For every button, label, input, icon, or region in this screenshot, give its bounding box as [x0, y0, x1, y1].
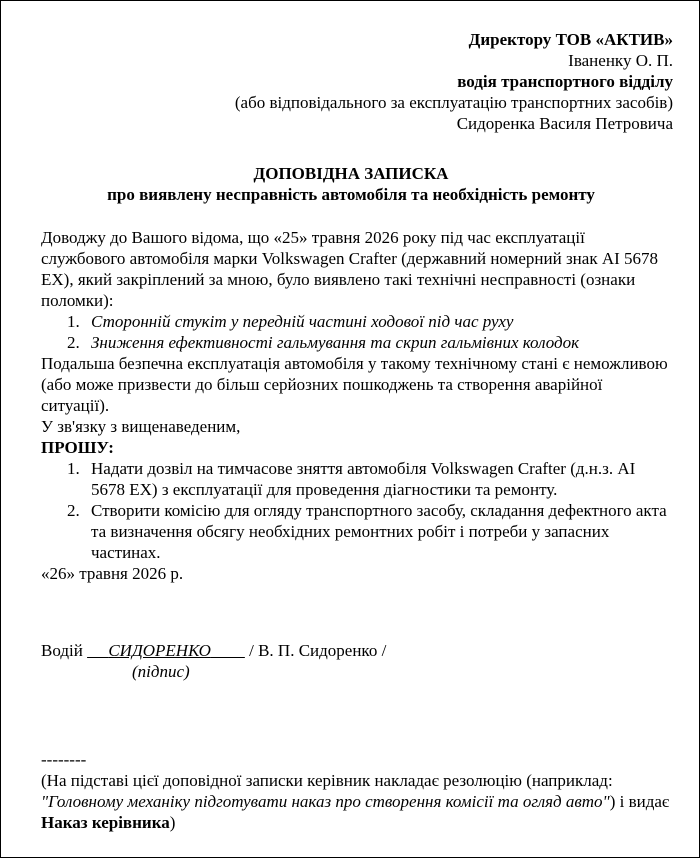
list-item: 1. Надати дозвіл на тимчасове зняття автомобіля Volkswagen Crafter (д.н.з. АІ 5678 ЕХ) з експлуатації для проведення діагностики та ремонту.: [67, 459, 636, 499]
issues-list: [41, 311, 671, 353]
list-item: 2. Зниження ефективності гальмування та скрип гальмівних колодок: [67, 333, 580, 352]
document-title-block: [1, 163, 700, 205]
addressee-line-2: Іваненку О. П.: [568, 51, 673, 70]
document-subtitle: про виявлену несправність автомобіля та необхідність ремонту: [107, 185, 595, 204]
intro-paragraph: Доводжу до Вашого відома, що «25» травня 2026 року під час експлуатації службового автомобіля марки Volkswagen Crafter (державний номерний знак АІ 5678 ЕХ), який закріплений за мною, було виявлено такі технічні несправності (ознаки поломки):: [41, 228, 659, 310]
requests-list: [41, 458, 671, 563]
signature-sublabel: (підпис): [132, 662, 190, 681]
document-date: «26» травня 2026 р.: [41, 564, 184, 583]
footer-note-text: (На підставі цієї доповідної записки керівник накладає резолюцію (наприклад: "Головному механіку підготувати наказ про створення комісії та огляд авто") і видає Наказ керівника): [41, 771, 670, 832]
sender-position: водія транспортного відділу: [457, 72, 673, 91]
request-label: ПРОШУ:: [41, 438, 114, 457]
signer-role: Водій: [41, 641, 83, 660]
signer-name: / В. П. Сидоренко /: [249, 641, 387, 660]
consequence-paragraph: Подальша безпечна експлуатація автомобіля у такому технічному стані є неможливою (або може призвести до більш серйозних пошкоджень та створення аварійної ситуації).: [41, 354, 668, 415]
footer-separator: --------: [41, 750, 87, 769]
footer-note: [41, 749, 671, 833]
signature-field: СИДОРЕНКО: [108, 641, 211, 660]
addressee-block: [235, 29, 673, 134]
sender-name: Сидоренка Василя Петровича: [456, 114, 673, 133]
addressee-line-1: Директору ТОВ «АКТИВ»: [468, 30, 673, 49]
document-title: ДОПОВІДНА ЗАПИСКА: [253, 164, 449, 183]
list-item: 1. Сторонній стукіт у передній частині ходової під час руху: [67, 312, 514, 331]
sender-position-note: (або відповідального за експлуатацію транспортних засобів): [234, 93, 673, 112]
signature-line: [41, 640, 386, 661]
connection-line: У зв'язку з вищенаведеним,: [41, 417, 241, 436]
document-body: [41, 227, 671, 584]
list-item: 2. Створити комісію для огляду транспортного засобу, складання дефектного акта та визначення обсягу необхідних ремонтних робіт і потреби у запасних частинах.: [67, 501, 667, 562]
